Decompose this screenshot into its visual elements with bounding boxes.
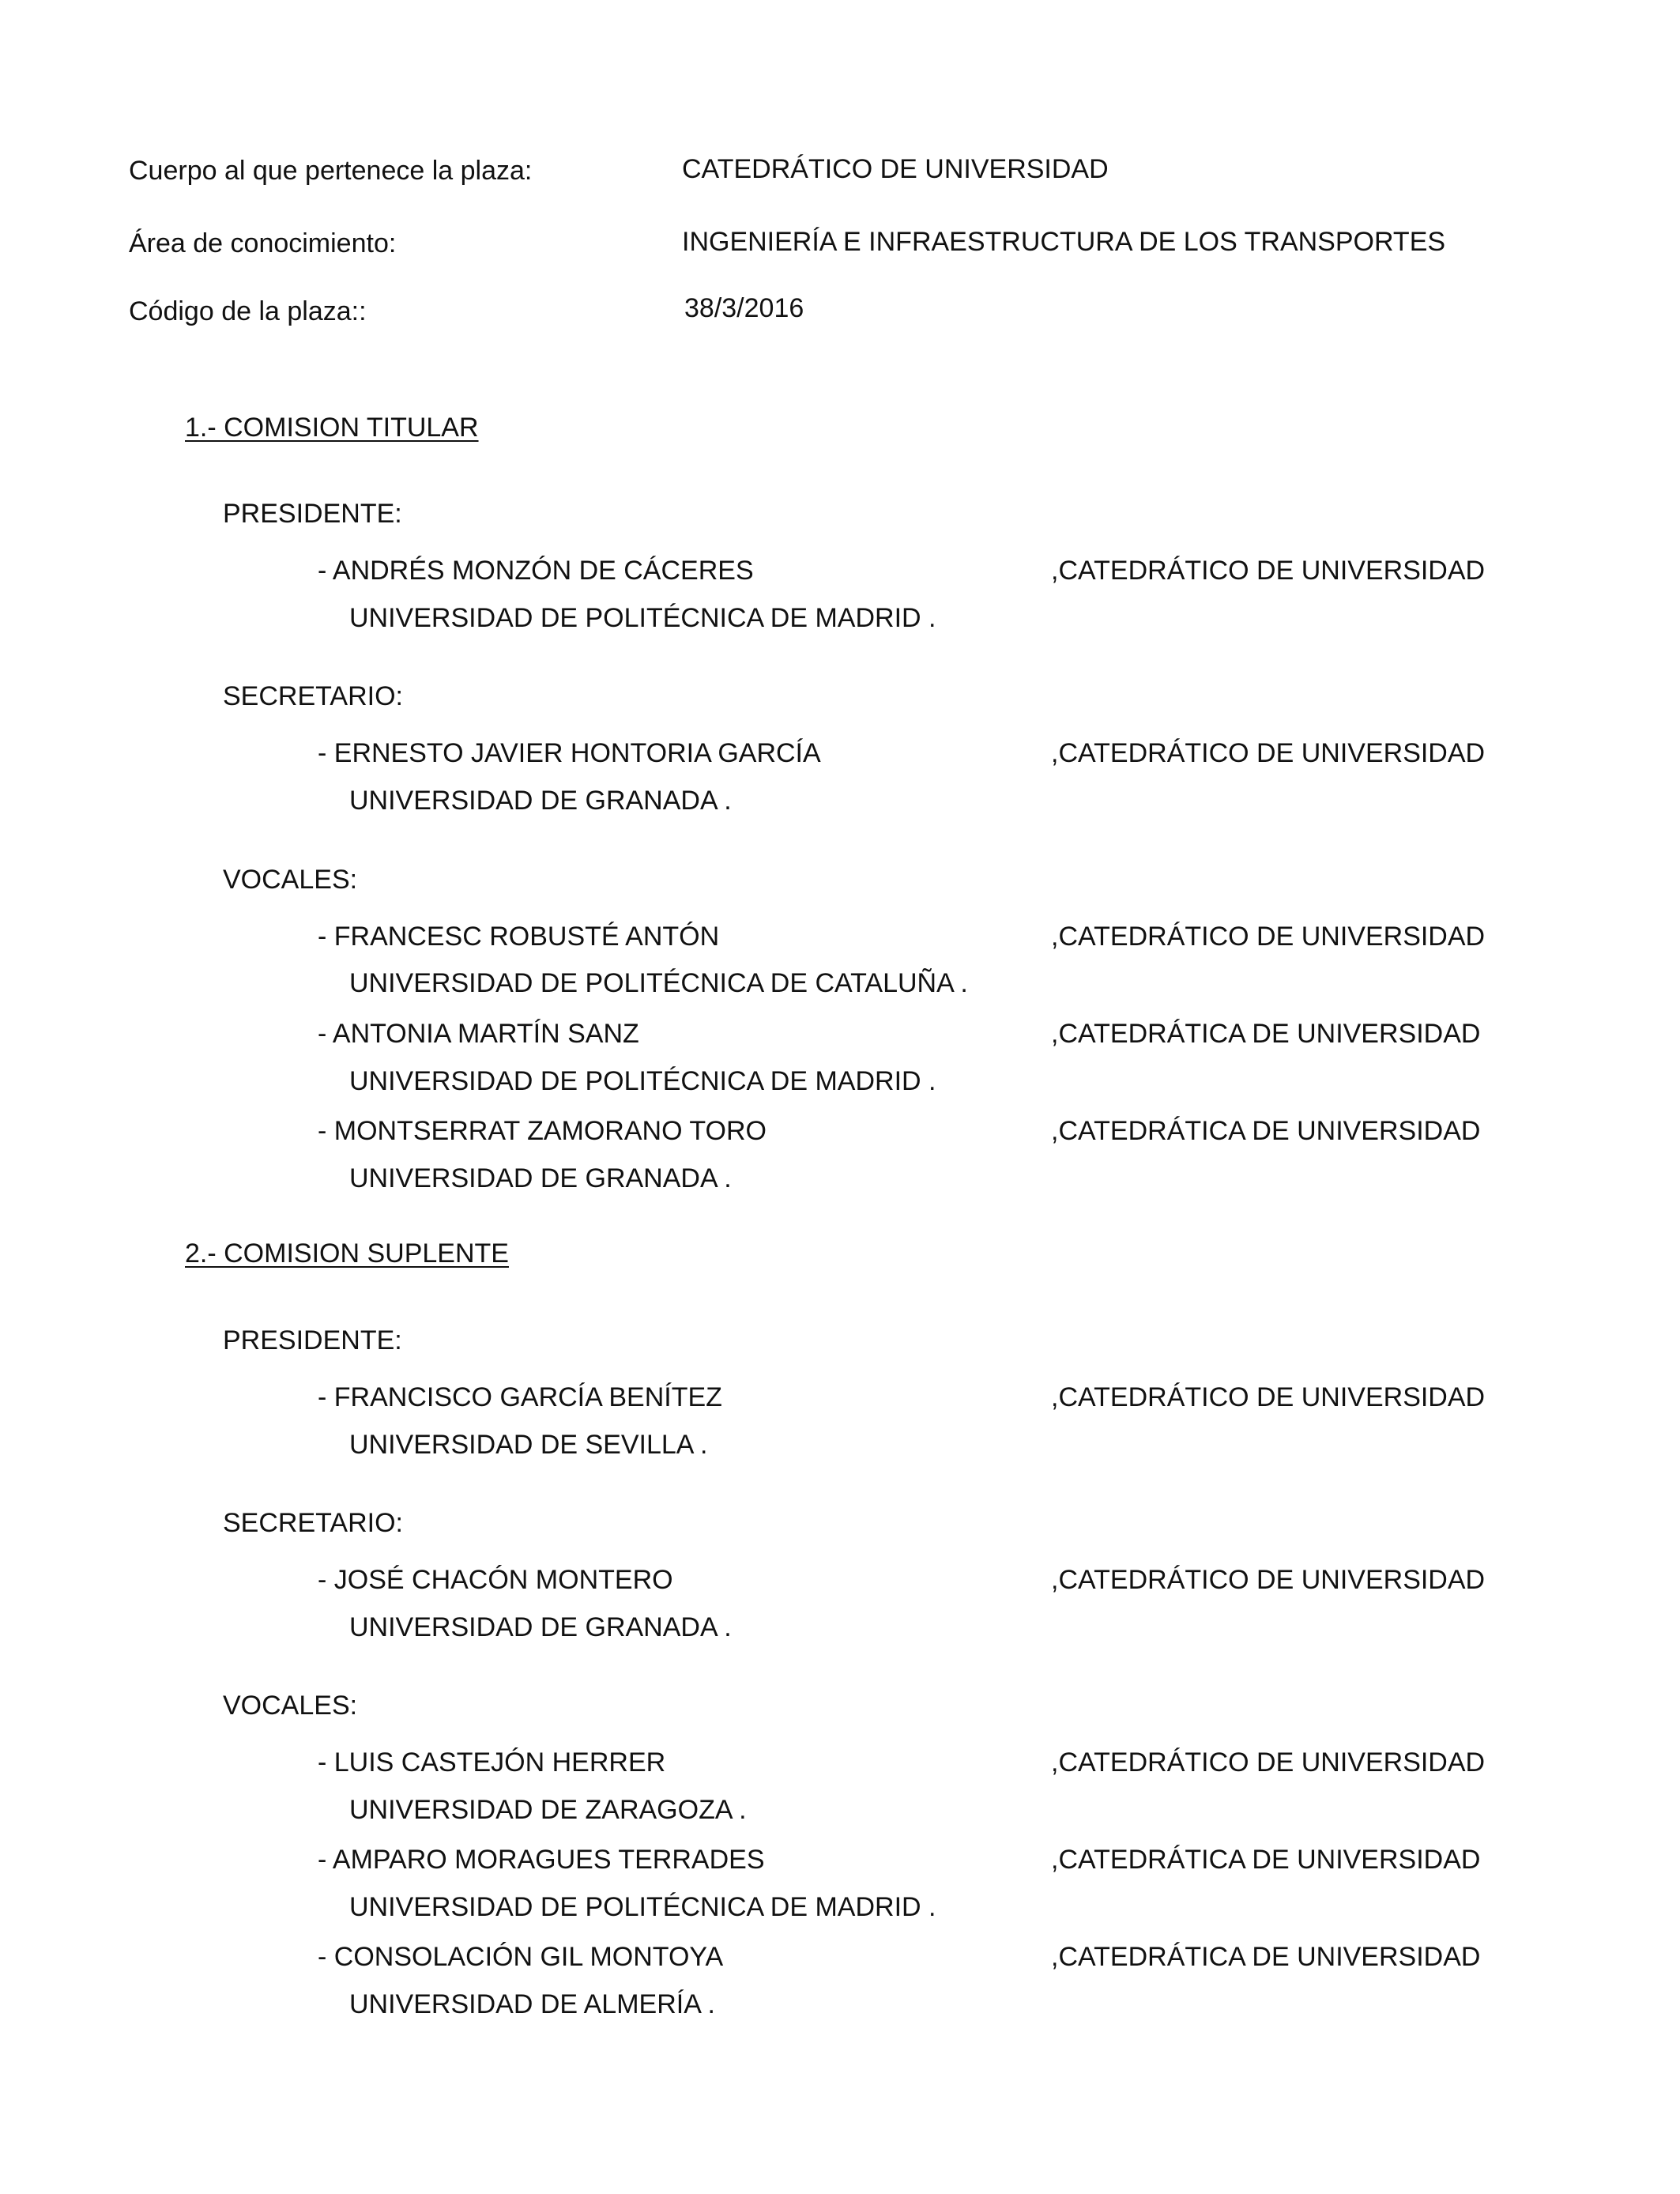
member-rank: ,CATEDRÁTICO DE UNIVERSIDAD [1051, 1565, 1486, 1595]
member-name: - CONSOLACIÓN GIL MONTOYA [318, 1942, 724, 1972]
titular-heading: 1.- COMISION TITULAR [185, 413, 479, 443]
member-university: UNIVERSIDAD DE POLITÉCNICA DE MADRID . [349, 1066, 936, 1096]
member-name: - FRANCESC ROBUSTÉ ANTÓN [318, 922, 720, 952]
titular-vocales-label: VOCALES: [223, 865, 358, 895]
member-university: UNIVERSIDAD DE GRANADA . [349, 786, 732, 816]
member-name: - ANDRÉS MONZÓN DE CÁCERES [318, 556, 754, 586]
member-rank: ,CATEDRÁTICO DE UNIVERSIDAD [1051, 922, 1486, 952]
member-name: - JOSÉ CHACÓN MONTERO [318, 1565, 673, 1595]
member-rank: ,CATEDRÁTICO DE UNIVERSIDAD [1051, 1747, 1486, 1777]
cuerpo-label: Cuerpo al que pertenece la plaza: [129, 156, 533, 186]
member-university: UNIVERSIDAD DE SEVILLA . [349, 1430, 708, 1460]
suplente-vocales-label: VOCALES: [223, 1691, 358, 1721]
member-name: - MONTSERRAT ZAMORANO TORO [318, 1116, 767, 1146]
member-university: UNIVERSIDAD DE POLITÉCNICA DE MADRID . [349, 1892, 936, 1922]
member-university: UNIVERSIDAD DE ZARAGOZA . [349, 1795, 747, 1825]
member-rank: ,CATEDRÁTICA DE UNIVERSIDAD [1051, 1845, 1481, 1875]
member-name: - ANTONIA MARTÍN SANZ [318, 1019, 639, 1049]
codigo-label: Código de la plaza:: [129, 296, 367, 326]
suplente-secretario-label: SECRETARIO: [223, 1508, 403, 1538]
member-rank: ,CATEDRÁTICA DE UNIVERSIDAD [1051, 1019, 1481, 1049]
member-rank: ,CATEDRÁTICO DE UNIVERSIDAD [1051, 1382, 1486, 1412]
member-rank: ,CATEDRÁTICA DE UNIVERSIDAD [1051, 1942, 1481, 1972]
member-university: UNIVERSIDAD DE ALMERÍA . [349, 1989, 715, 2019]
codigo-value: 38/3/2016 [684, 293, 804, 323]
member-rank: ,CATEDRÁTICO DE UNIVERSIDAD [1051, 556, 1486, 586]
suplente-presidente-label: PRESIDENTE: [223, 1325, 402, 1355]
titular-presidente-label: PRESIDENTE: [223, 499, 402, 529]
member-name: - ERNESTO JAVIER HONTORIA GARCÍA [318, 738, 821, 768]
area-label: Área de conocimiento: [129, 228, 397, 258]
suplente-heading: 2.- COMISION SUPLENTE [185, 1238, 509, 1269]
member-rank: ,CATEDRÁTICA DE UNIVERSIDAD [1051, 1116, 1481, 1146]
cuerpo-value: CATEDRÁTICO DE UNIVERSIDAD [682, 154, 1109, 184]
member-university: UNIVERSIDAD DE GRANADA . [349, 1163, 732, 1193]
titular-secretario-label: SECRETARIO: [223, 681, 403, 711]
member-university: UNIVERSIDAD DE GRANADA . [349, 1612, 732, 1642]
member-university: UNIVERSIDAD DE POLITÉCNICA DE CATALUÑA . [349, 968, 968, 998]
member-university: UNIVERSIDAD DE POLITÉCNICA DE MADRID . [349, 603, 936, 633]
member-name: - LUIS CASTEJÓN HERRER [318, 1747, 666, 1777]
member-name: - AMPARO MORAGUES TERRADES [318, 1845, 765, 1875]
area-value: INGENIERÍA E INFRAESTRUCTURA DE LOS TRANSPORTES [682, 227, 1446, 257]
member-name: - FRANCISCO GARCÍA BENÍTEZ [318, 1382, 722, 1412]
member-rank: ,CATEDRÁTICO DE UNIVERSIDAD [1051, 738, 1486, 768]
